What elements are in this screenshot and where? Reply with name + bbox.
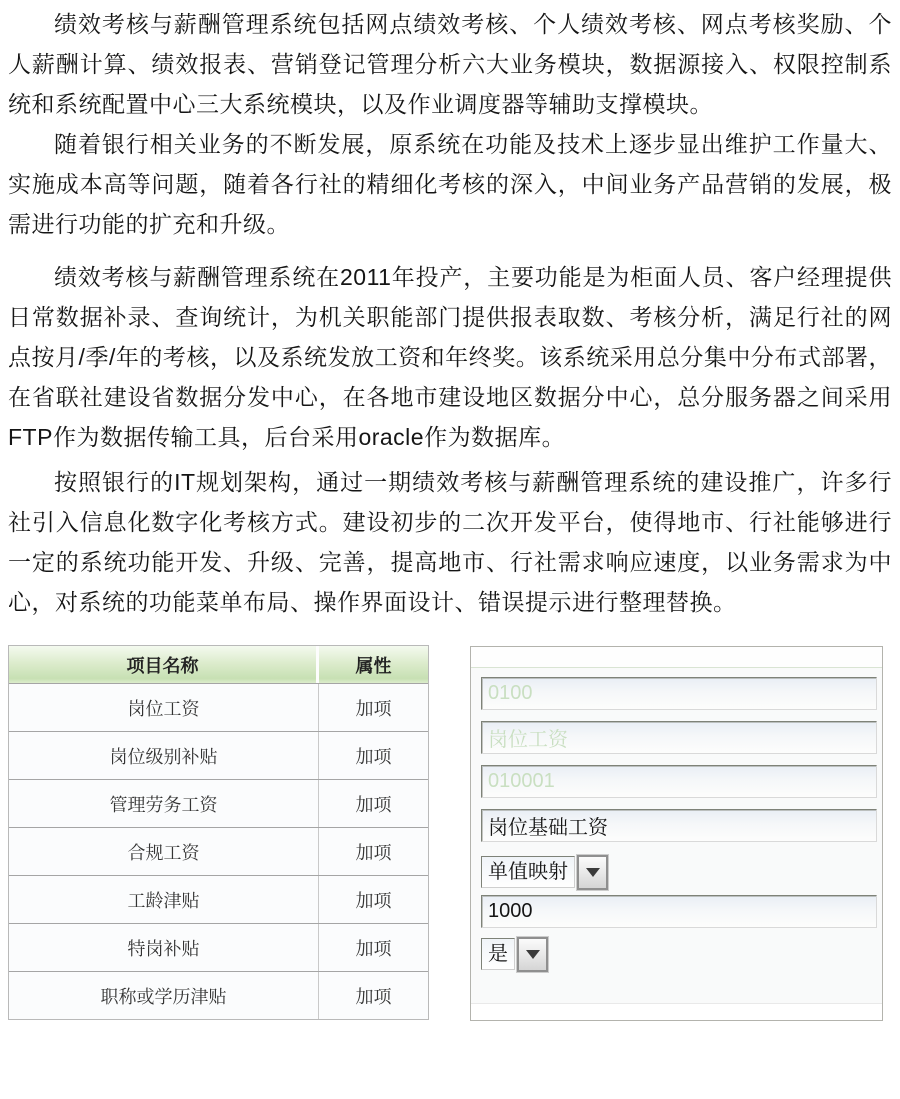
flag-select[interactable] xyxy=(481,935,882,973)
item-code-field xyxy=(481,677,877,710)
table-row xyxy=(9,971,428,1019)
mapping-type-value: 单值映射 xyxy=(481,856,575,888)
base-wage-name-field[interactable] xyxy=(481,809,877,842)
item-name-cell: 岗位工资 xyxy=(127,698,200,719)
salary-items-table xyxy=(8,645,429,1020)
sub-item-code-field xyxy=(481,765,877,798)
attribute-cell: 加项 xyxy=(318,924,428,971)
item-name-cell: 岗位级别补贴 xyxy=(109,746,218,767)
table-row xyxy=(9,827,428,875)
table-row xyxy=(9,875,428,923)
panel-bottom-strip xyxy=(471,1003,882,1020)
attribute-cell: 加项 xyxy=(318,972,428,1019)
flag-dropdown-button[interactable] xyxy=(517,937,548,972)
amount-field[interactable] xyxy=(481,895,877,928)
table-row xyxy=(9,731,428,779)
paragraph: 随着银行相关业务的不断发展，原系统在功能及技术上逐步显出维护工作量大、实施成本高等问题，随着各行社的精细化考核的深入，中间业务产品营销的发展，极需进行功能的扩充和升级。 xyxy=(8,131,892,237)
item-detail-form xyxy=(471,668,882,973)
item-name-field xyxy=(481,721,877,754)
item-name-cell: 职称或学历津贴 xyxy=(100,986,227,1007)
table-row xyxy=(9,923,428,971)
column-header-attribute: 属性 xyxy=(316,646,428,683)
item-name-cell: 合规工资 xyxy=(127,842,200,863)
table-header-row xyxy=(9,646,428,683)
attribute-cell: 加项 xyxy=(318,780,428,827)
paragraph: 按照银行的IT规划架构，通过一期绩效考核与薪酬管理系统的建设推广，许多行社引入信息化数字化考核方式。建设初步的二次开发平台，使得地市、行社能够进行一定的系统功能开发、升级、完善，提高地市、行社需求响应速度，以业务需求为中心，对系统的功能菜单布局、操作界面设计、错误提示进行整理替换。 xyxy=(8,469,892,615)
attribute-cell: 加项 xyxy=(318,684,428,731)
paragraph: 绩效考核与薪酬管理系统在2011年投产，主要功能是为柜面人员、客户经理提供日常数据补录、查询统计，为机关职能部门提供报表取数、考核分析，满足行社的网点按月/季/年的考核，以及系统发放工资和年终奖。该系统采用总分集中分布式部署，在省联社建设省数据分发中心，在各地市建设地区数据分中心，总分服务器之间采用FTP作为数据传输工具，后台采用oracle作为数据库。 xyxy=(8,264,892,450)
article-text xyxy=(8,4,892,622)
table-row xyxy=(9,779,428,827)
attribute-cell: 加项 xyxy=(318,828,428,875)
column-header-item-name: 项目名称 xyxy=(126,655,199,676)
flag-value: 是 xyxy=(481,938,515,970)
table-row xyxy=(9,683,428,731)
chevron-down-icon xyxy=(526,950,540,959)
paragraph: 绩效考核与薪酬管理系统包括网点绩效考核、个人绩效考核、网点考核奖励、个人薪酬计算、绩效报表、营销登记管理分析六大业务模块，数据源接入、权限控制系统和系统配置中心三大系统模块，以及作业调度器等辅助支撑模块。 xyxy=(8,11,892,117)
item-detail-panel xyxy=(470,646,883,1021)
mapping-type-select[interactable] xyxy=(481,853,882,891)
panel-top-strip xyxy=(471,647,882,668)
item-name-cell: 工龄津贴 xyxy=(127,890,200,911)
mapping-dropdown-button[interactable] xyxy=(577,855,608,890)
item-name-cell: 管理劳务工资 xyxy=(109,794,218,815)
attribute-cell: 加项 xyxy=(318,732,428,779)
chevron-down-icon xyxy=(586,868,600,877)
attribute-cell: 加项 xyxy=(318,876,428,923)
item-name-cell: 特岗补贴 xyxy=(127,938,200,959)
